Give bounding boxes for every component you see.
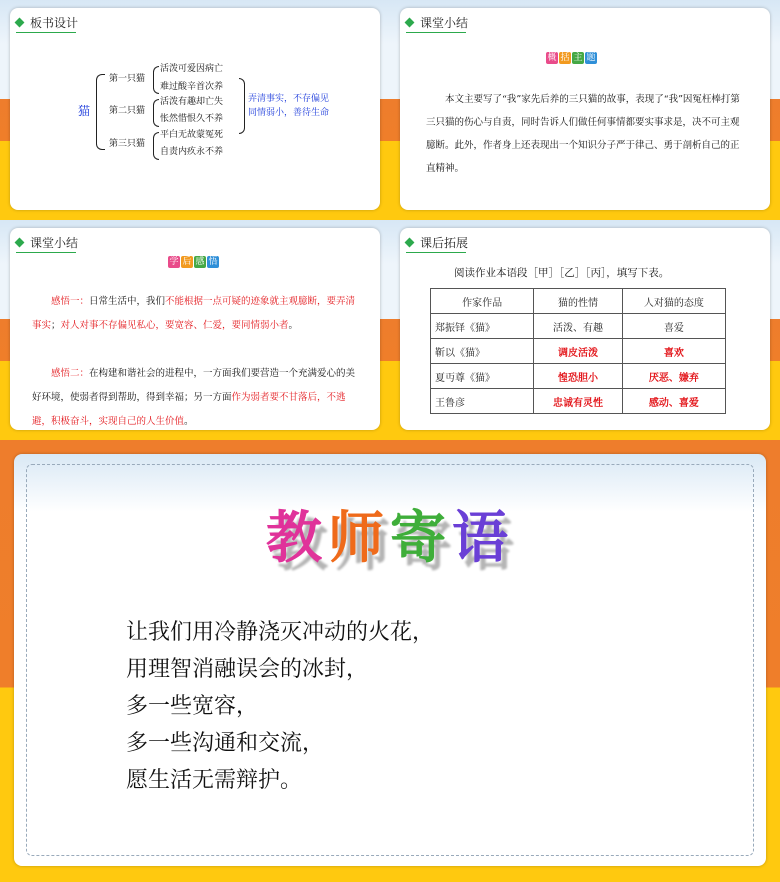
- badge-char: 题: [586, 53, 596, 63]
- slide-teacher-message: [0, 440, 780, 882]
- table-cell: 靳以《猫》: [431, 339, 534, 364]
- slide-header: [16, 234, 78, 251]
- reflection-2-text-b: 作为弱者要不甘落后，不逃避，积极奋斗，实现自己的人生价值: [32, 392, 346, 427]
- table-header-cell: 人对猫的态度: [622, 289, 725, 314]
- reflection-2-text-c: 。: [184, 416, 194, 427]
- slide-header: [16, 14, 78, 31]
- trait-2: 难过酸辛首次养: [160, 82, 224, 92]
- header-underline: [406, 252, 466, 253]
- instruction-text: 阅读作业本语段［甲］［乙］［丙］，填写下表。: [454, 267, 670, 279]
- table-cell: 厌恶、嫌弃: [622, 364, 725, 389]
- header-underline: [406, 32, 466, 33]
- slide-blackboard-design: [0, 0, 390, 220]
- conclusion-line-2: 同情弱小，善待生命: [248, 108, 330, 118]
- table-cell: 惶恐胆小: [534, 364, 622, 389]
- table-header-row: [431, 289, 726, 314]
- conclusion-line-1: 弄清事实，不存偏见: [248, 94, 330, 104]
- table-cell: 调皮活泼: [534, 339, 622, 364]
- header-title: 课后拓展: [420, 236, 469, 250]
- trait-6: 自责内疚永不养: [160, 147, 224, 157]
- wordart-title: [14, 494, 766, 574]
- badge-char: 感: [195, 257, 205, 267]
- table-header-cell: 猫的性情: [534, 289, 622, 314]
- cat-table: [430, 288, 726, 414]
- table-cell: 郑振铎《猫》: [431, 314, 534, 339]
- cat-label-2: 第二只猫: [109, 106, 146, 116]
- slide-header: [406, 234, 468, 251]
- trait-brace-1: [153, 66, 159, 94]
- table-cell: 活泼、有趣: [534, 314, 622, 339]
- wordart-char: 语: [452, 506, 514, 571]
- table-cell: 喜欢: [622, 339, 725, 364]
- badge-char: 悟: [208, 257, 218, 267]
- trait-brace-3: [153, 132, 159, 160]
- badge-char: 后: [182, 257, 192, 267]
- reflection-badge: [168, 256, 220, 268]
- conclusion-brace: [239, 78, 245, 134]
- diamond-icon: [15, 238, 25, 248]
- trait-5: 平白无故蒙冤死: [160, 130, 224, 140]
- slide-extension: [390, 220, 780, 440]
- header-title: 板书设计: [30, 16, 79, 30]
- reflection-2-label: 感悟二：: [51, 368, 90, 379]
- slide-header: [406, 14, 468, 31]
- poem-line: 让我们用冷静浇灭冲动的火花，: [126, 620, 435, 645]
- badge-char: 主: [573, 53, 583, 63]
- reflection-1-text-d: 对人对事不存偏见私心，要宽容、仁爱，要同情弱小者: [60, 320, 289, 331]
- wordart-char: 寄: [390, 506, 452, 571]
- poem-line: 用理智消融误会的冰封，: [126, 657, 369, 682]
- cat-label-1: 第一只猫: [109, 74, 146, 84]
- header-underline: [16, 32, 76, 33]
- center-label-cat: 猫: [78, 104, 91, 118]
- header-underline: [16, 252, 76, 253]
- reflection-1-text-e: 。: [288, 320, 299, 331]
- table-row: [431, 364, 726, 389]
- diamond-icon: [15, 18, 25, 28]
- header-title: 课堂小结: [30, 236, 79, 250]
- reflection-2-text-a: 在构建和谐社会的进程中，一方面我们要营造一个充满爱心的美好环境，使弱者得到帮助，得到幸福；另一方面: [32, 368, 356, 403]
- table-cell: 王鲁彦: [431, 389, 534, 414]
- table-row: [431, 314, 726, 339]
- badge-char: 学: [169, 257, 179, 267]
- badge-char: 概: [547, 53, 557, 63]
- trait-3: 活泼有趣却亡失: [160, 97, 224, 107]
- badge-char: 括: [560, 53, 570, 63]
- slide-card: [14, 454, 766, 866]
- table-row: [431, 389, 726, 414]
- trait-1: 活泼可爱因病亡: [160, 64, 224, 74]
- table-cell: 夏丏尊《猫》: [431, 364, 534, 389]
- poem-line: 愿生活无需辩护。: [126, 768, 303, 793]
- header-title: 课堂小结: [420, 16, 469, 30]
- cat-label-3: 第三只猫: [109, 139, 146, 149]
- reflection-1-label: 感悟一：: [51, 296, 90, 307]
- reflection-1: [32, 290, 362, 338]
- table-row: [431, 339, 726, 364]
- slide-card: [400, 8, 770, 210]
- slide-summary-reflection: [0, 220, 390, 440]
- main-brace: [96, 74, 105, 150]
- slide-card: [10, 8, 380, 210]
- summary-paragraph: 本文主要写了“我”家先后养的三只猫的故事，表现了“我”因冤枉棒打第三只猫的伤心与自责，同时告诉人们做任何事情都要实事求是，决不可主观臆断。此外，作者身上还表现出一个知识分子严于律己、勇于剖析自己的正直精神。: [426, 94, 740, 174]
- table-cell: 忠诚有灵性: [534, 389, 622, 414]
- wordart-char: 教: [266, 506, 328, 571]
- theme-badge: [546, 52, 598, 64]
- poem-line: 多一些沟通和交流，: [126, 731, 325, 756]
- diamond-icon: [405, 18, 415, 28]
- poem-line: 多一些宽容，: [126, 694, 259, 719]
- reflection-1-text-c: ；: [51, 320, 61, 331]
- reflection-1-text-a: 日常生活中，我们: [89, 296, 166, 307]
- trait-brace-2: [153, 99, 159, 127]
- reflection-1-text-b: 不能根据一点可疑的迹象就主观臆断，要弄清事实: [32, 296, 356, 331]
- diamond-icon: [405, 238, 415, 248]
- trait-4: 怅然惜恨久不养: [160, 114, 224, 124]
- table-header-cell: 作家作品: [431, 289, 534, 314]
- wordart-char: 师: [328, 506, 390, 571]
- table-cell: 喜爱: [622, 314, 725, 339]
- slide-card: [10, 228, 380, 430]
- reflection-2: [32, 362, 362, 430]
- table-cell: 感动、喜爱: [622, 389, 725, 414]
- slide-card: [400, 228, 770, 430]
- slide-summary-theme: [390, 0, 780, 220]
- message-poem: [126, 614, 434, 799]
